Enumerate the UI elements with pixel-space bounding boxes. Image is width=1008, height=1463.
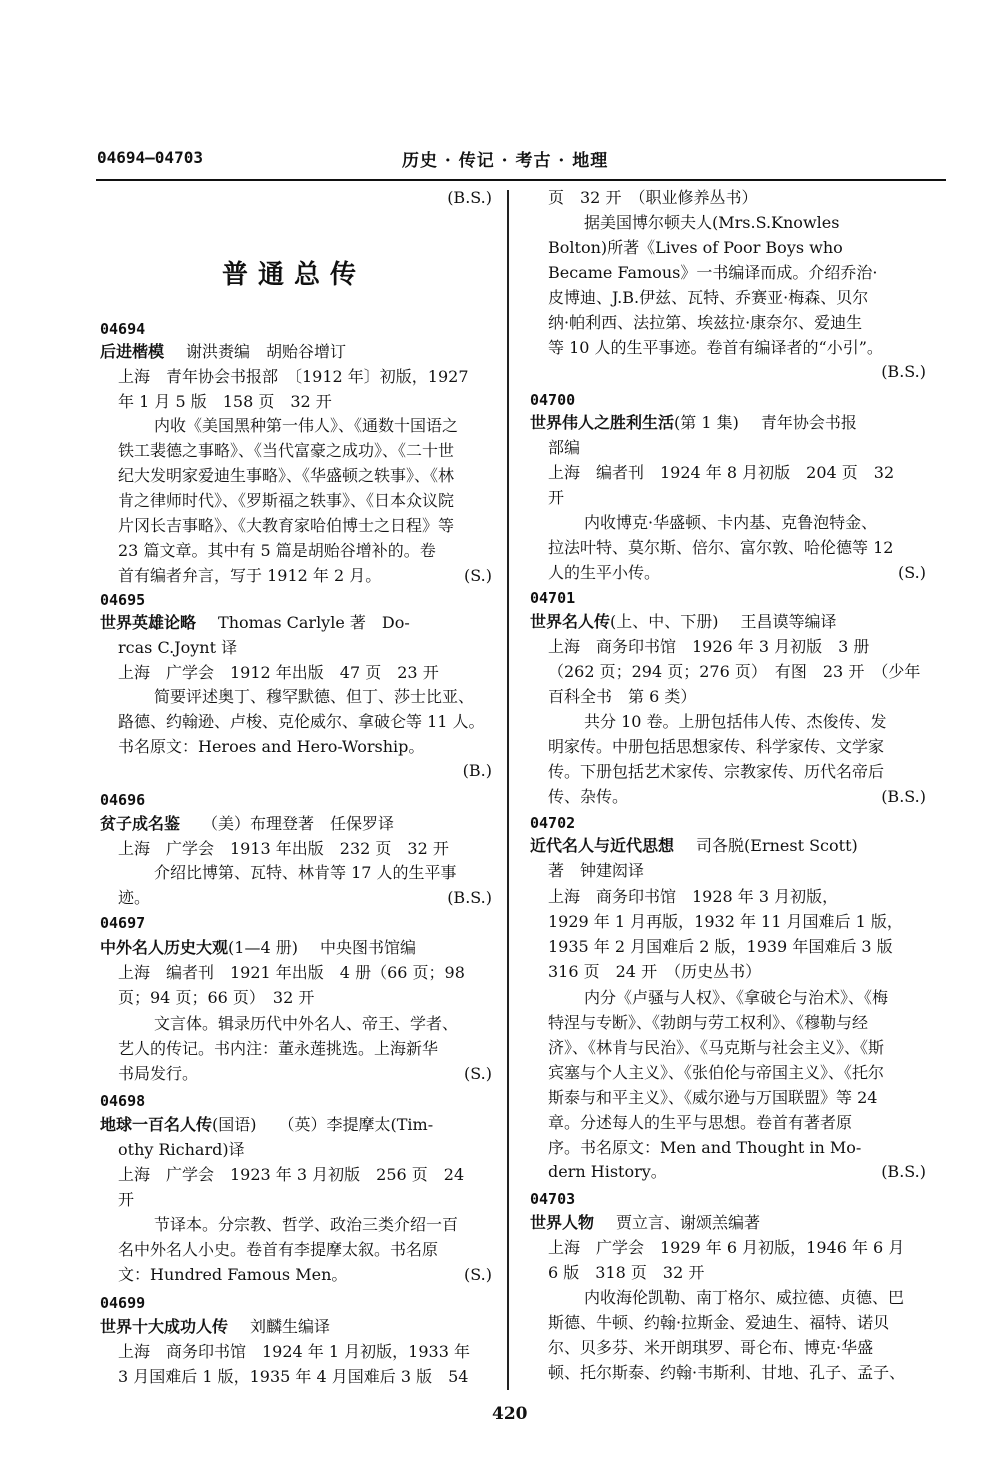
entry-line: 上海 商务印书馆 1928 年 3 月初版， [548, 887, 839, 906]
entry-title: 近代名人与近代思想 [530, 836, 675, 855]
entry-line: 开 [118, 1190, 135, 1209]
entry-line: 纪大发明家爱迪生事略》、《华盛顿之轶事》、《林 [118, 466, 455, 485]
entry-heading [530, 611, 926, 633]
entry-author: 谢洪赉编 胡贻谷增订 [186, 342, 347, 361]
entry-line: 皮博迪、J.B.伊兹、瓦特、乔赛亚·梅森、贝尔 [548, 288, 869, 307]
entry-id: 04703 [530, 1190, 576, 1208]
entry-line: 上海 商务印书馆 1926 年 3 月初版 3 册 [548, 637, 870, 656]
entry-title: 后进楷模 [100, 342, 165, 361]
entry-line: 书局发行。 [118, 1064, 199, 1083]
entry-author: 中央图书馆编 [319, 938, 416, 957]
entry-author: 王昌谟等编译 [740, 612, 837, 631]
entry-line: 等 10 人的生平事迹。卷首有编译者的“小引”。 [548, 338, 883, 357]
source-tag: (B.S.) [881, 1162, 926, 1181]
entry-author: 贾立言、谢颂羔编著 [616, 1213, 761, 1232]
entry-line: 开 [548, 488, 565, 507]
section-title: 普通总传 [222, 260, 367, 290]
entry-line: Became Famous》一书编译而成。介绍乔治· [548, 263, 878, 282]
entry-range: 04694—04703 [97, 148, 203, 167]
entry-author: （美）布理登著 任保罗译 [202, 814, 395, 833]
entry-heading [100, 813, 492, 835]
entry-title-suffix: (上、中、下册) [610, 612, 719, 631]
entry-author: （英）李提摩太(Tim- [278, 1115, 434, 1134]
entry-line: 上海 商务印书馆 1924 年 1 月初版，1933 年 [118, 1342, 470, 1361]
source-tag: (S.) [464, 1265, 492, 1284]
entry-title: 地球一百名人传 [100, 1115, 213, 1134]
entry-heading [100, 612, 492, 634]
entry-line: 艺人的传记。书内注：董永莲挑选。上海新华 [118, 1039, 439, 1058]
page-number: 420 [492, 1404, 528, 1424]
source-tag: (B.S.) [447, 188, 492, 207]
entry-line: 内收《美国黑种第一伟人》、《通数十国语之 [154, 416, 459, 435]
entry-line: 文：Hundred Famous Men。 [118, 1265, 348, 1284]
entry-line: 上海 广学会 1923 年 3 月初版 256 页 24 [118, 1165, 465, 1184]
entry-line: 百科全书 第 6 类） [548, 687, 697, 706]
source-tag: (B.S.) [881, 787, 926, 806]
entry-heading [100, 937, 492, 959]
entry-line: 迹。 [118, 888, 151, 907]
entry-line: 节译本。分宗教、哲学、政治三类介绍一百 [154, 1215, 459, 1234]
entry-line: 上海 广学会 1912 年出版 47 页 23 开 [118, 663, 439, 682]
entry-id: 04699 [100, 1294, 146, 1312]
entry-line: 肯之律师时代》、《罗斯福之轶事》、《日本众议院 [118, 491, 455, 510]
entry-line: 明家传。中册包括思想家传、科学家传、文学家 [548, 737, 885, 756]
category-heading: 历史 · 传记 · 考古 · 地理 [402, 151, 609, 171]
entry-title: 中外名人历史大观 [100, 938, 229, 957]
entry-title: 世界名人传 [530, 612, 611, 631]
entry-line: 斯德、牛顿、约翰·拉斯金、爱迪生、福特、诺贝 [548, 1313, 890, 1332]
entry-line: 首有编者弁言，写于 1912 年 2 月。 [118, 566, 382, 585]
entry-line: 年 1 月 5 版 158 页 32 开 [118, 392, 332, 411]
entry-line: 人的生平小传。 [548, 563, 661, 582]
entry-author: 青年协会书报 [760, 413, 857, 432]
entry-line: 部编 [548, 438, 581, 457]
entry-id: 04694 [100, 320, 146, 338]
entry-id: 04695 [100, 591, 146, 609]
entry-line: 传。下册包括艺术家传、宗教家传、历代名帝后 [548, 762, 885, 781]
entry-line: 共分 10 卷。上册包括伟人传、杰俊传、发 [584, 712, 887, 731]
source-tag: (S.) [464, 1064, 492, 1083]
entry-author: 司各脱(Ernest Scott) [696, 836, 858, 855]
entry-line: 章。分述每人的生平与思想。卷首有著者原 [548, 1113, 853, 1132]
entry-title-suffix: (国语) [212, 1115, 257, 1134]
entry-heading [530, 835, 926, 857]
entry-line: 顿、托尔斯泰、约翰·韦斯利、甘地、孔子、孟子、 [548, 1363, 906, 1382]
header-rule [96, 179, 946, 181]
source-tag: (S.) [898, 563, 926, 582]
entry-line: 斯泰与和平主义》、《威尔逊与万国联盟》等 24 [548, 1088, 878, 1107]
entry-author: Thomas Carlyle 著 Do- [218, 613, 410, 632]
source-tag: (B.) [462, 761, 492, 780]
entry-line: 3 月国难后 1 版，1935 年 4 月国难后 3 版 54 [118, 1367, 469, 1386]
entry-line: 著 钟建闳译 [548, 861, 645, 880]
entry-line: dern History。 [548, 1162, 667, 1181]
entry-line: 23 篇文章。其中有 5 篇是胡贻谷增补的。卷 [118, 541, 436, 560]
entry-line: 内收博克·华盛顿、卡内基、克鲁泡特金、 [584, 513, 878, 532]
entry-line: 济》、《林肯与民治》、《马克斯与社会主义》、《斯 [548, 1038, 885, 1057]
entry-title-suffix: (第 1 集) [674, 413, 739, 432]
entry-line: 传、杂传。 [548, 787, 629, 806]
entry-title: 世界英雄论略 [100, 613, 197, 632]
entry-line: 内收海伦凯勒、南丁格尔、威拉德、贞德、巴 [584, 1288, 905, 1307]
entry-title: 世界十大成功人传 [100, 1317, 229, 1336]
entry-line: 序。书名原文：Men and Thought in Mo- [548, 1138, 862, 1157]
entry-heading [100, 341, 492, 363]
entry-id: 04698 [100, 1092, 146, 1110]
entry-line: 简要评述奥丁、穆罕默德、但丁、莎士比亚、 [154, 687, 475, 706]
entry-line: 书名原文：Heroes and Hero-Worship。 [118, 737, 425, 756]
entry-line: 页；94 页；66 页） 32 开 [118, 988, 315, 1007]
entry-line: rcas C.Joynt 译 [118, 638, 238, 657]
source-tag: (B.S.) [881, 362, 926, 381]
entry-line: 上海 青年协会书报部 〔1912 年〕初版，1927 [118, 367, 469, 386]
entry-title: 世界人物 [530, 1213, 595, 1232]
entry-line: 宾塞与个人主义》、《张伯伦与帝国主义》、《托尔 [548, 1063, 885, 1082]
entry-id: 04700 [530, 391, 576, 409]
entry-heading [530, 1212, 926, 1234]
entry-heading [100, 1114, 492, 1136]
entry-line: 铁工裴德之事略》、《当代富豪之成功》、《二十世 [118, 441, 455, 460]
entry-line: othy Richard)译 [118, 1140, 245, 1159]
entry-line: 6 版 318 页 32 开 [548, 1263, 705, 1282]
entry-line: 片冈长吉事略》、《大教育家哈伯博士之日程》等 [118, 516, 455, 535]
entry-line: 名中外名人小史。卷首有李提摩太叙。书名原 [118, 1240, 439, 1259]
source-tag: (S.) [464, 566, 492, 585]
entry-heading [530, 412, 926, 434]
entry-line: 介绍比博第、瓦特、林肯等 17 人的生平事 [154, 863, 457, 882]
entry-line: 据美国博尔顿夫人(Mrs.S.Knowles [584, 213, 840, 232]
entry-line: Bolton)所著《Lives of Poor Boys who [548, 238, 843, 257]
entry-line: 上海 编者刊 1921 年出版 4 册（66 页；98 [118, 963, 465, 982]
entry-line: 纳·帕利西、法拉第、埃兹拉·康奈尔、爱迪生 [548, 313, 863, 332]
entry-line: 内分《卢骚与人权》、《拿破仑与治术》、《梅 [584, 988, 889, 1007]
entry-title-suffix: (1—4 册) [228, 938, 298, 957]
entry-id: 04701 [530, 589, 576, 607]
entry-line: 尔、贝多芬、米开朗琪罗、哥仑布、博克·华盛 [548, 1338, 874, 1357]
entry-id: 04697 [100, 914, 146, 932]
entry-line: 路德、约翰逊、卢梭、克伦威尔、拿破仑等 11 人。 [118, 712, 485, 731]
entry-id: 04696 [100, 791, 146, 809]
entry-title: 贫子成名鉴 [100, 814, 181, 833]
entry-line: 1935 年 2 月国难后 2 版，1939 年国难后 3 版 [548, 937, 893, 956]
entry-line: 316 页 24 开 （历史丛书） [548, 962, 762, 981]
entry-line: 特涅与专断》、《勃朗与劳工权利》、《穆勒与经 [548, 1013, 869, 1032]
entry-line: （262 页；294 页；276 页） 有图 23 开 （少年 [548, 662, 921, 681]
entry-line: 拉法叶特、莫尔斯、倍尔、富尔敦、哈伦德等 12 [548, 538, 894, 557]
source-tag: (B.S.) [447, 888, 492, 907]
entry-line: 页 32 开 （职业修养丛书） [548, 188, 758, 207]
entry-heading [100, 1316, 492, 1338]
entry-title: 世界伟人之胜利生活 [530, 413, 675, 432]
entry-author: 刘麟生编译 [250, 1317, 331, 1336]
entry-line: 1929 年 1 月再版，1932 年 11 月国难后 1 版， [548, 912, 903, 931]
entry-line: 上海 广学会 1929 年 6 月初版，1946 年 6 月 [548, 1238, 905, 1257]
entry-id: 04702 [530, 814, 576, 832]
entry-line: 文言体。辑录历代中外名人、帝王、学者、 [154, 1014, 459, 1033]
entry-line: 上海 编者刊 1924 年 8 月初版 204 页 32 [548, 463, 895, 482]
entry-line: 上海 广学会 1913 年出版 232 页 32 开 [118, 839, 449, 858]
